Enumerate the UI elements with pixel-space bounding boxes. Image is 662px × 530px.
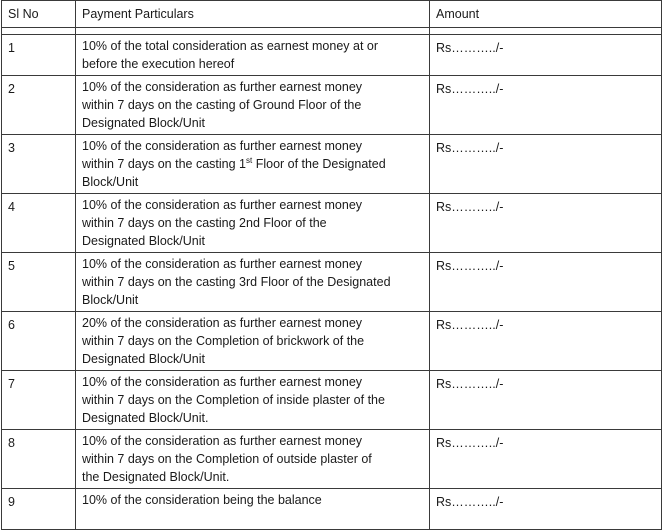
particulars-line: the Designated Block/Unit. bbox=[82, 470, 230, 484]
particulars-line: Block/Unit bbox=[82, 293, 139, 307]
sl-number: 5 bbox=[2, 253, 76, 312]
particulars-line: before the execution hereof bbox=[82, 57, 235, 71]
amount-cell: Rs………../- bbox=[430, 35, 662, 76]
header-sl-no: Sl No bbox=[2, 1, 76, 28]
particulars-line: 10% of the consideration as further earnest money bbox=[82, 434, 363, 448]
particulars-line: 20% of the consideration as further earnest money bbox=[82, 316, 363, 330]
table-row bbox=[2, 35, 662, 76]
particulars-cell bbox=[76, 135, 430, 194]
particulars-line: 10% of the consideration as further earnest money bbox=[82, 139, 363, 153]
particulars-line: 10% of the consideration as further earnest money bbox=[82, 375, 363, 389]
particulars-line: within 7 days on the Completion of outside plaster of bbox=[82, 452, 372, 466]
sl-number: 9 bbox=[2, 489, 76, 530]
payment-schedule-table bbox=[1, 0, 662, 530]
particulars-text: Floor of the Designated bbox=[252, 157, 386, 171]
particulars-cell bbox=[76, 253, 430, 312]
table-row bbox=[2, 371, 662, 430]
particulars-cell bbox=[76, 35, 430, 76]
particulars-cell bbox=[76, 194, 430, 253]
sl-number: 7 bbox=[2, 371, 76, 430]
particulars-line: 10% of the consideration as further earnest money bbox=[82, 257, 363, 271]
particulars-line: within 7 days on the casting 2nd Floor of the bbox=[82, 216, 327, 230]
particulars-line: Block/Unit bbox=[82, 175, 139, 189]
table-row bbox=[2, 135, 662, 194]
table-row bbox=[2, 194, 662, 253]
particulars-line: 10% of the total consideration as earnest money at or bbox=[82, 39, 379, 53]
particulars-line: Designated Block/Unit. bbox=[82, 411, 209, 425]
particulars-line bbox=[82, 155, 425, 173]
particulars-line: within 7 days on the Completion of brickwork of the bbox=[82, 334, 365, 348]
amount-cell: Rs………../- bbox=[430, 76, 662, 135]
amount-cell: Rs………../- bbox=[430, 135, 662, 194]
sl-number: 8 bbox=[2, 430, 76, 489]
particulars-cell bbox=[76, 76, 430, 135]
table-header-row bbox=[2, 1, 662, 28]
sl-number: 6 bbox=[2, 312, 76, 371]
amount-cell: Rs………../- bbox=[430, 430, 662, 489]
amount-cell: Rs………../- bbox=[430, 194, 662, 253]
particulars-cell bbox=[76, 312, 430, 371]
particulars-line: Designated Block/Unit bbox=[82, 352, 205, 366]
sl-number: 3 bbox=[2, 135, 76, 194]
particulars-line: 10% of the consideration being the balance bbox=[82, 493, 322, 507]
particulars-line: 10% of the consideration as further earnest money bbox=[82, 80, 363, 94]
particulars-line: 10% of the consideration as further earnest money bbox=[82, 198, 363, 212]
particulars-line: within 7 days on the casting 3rd Floor of the Designated bbox=[82, 275, 391, 289]
particulars-line: within 7 days on the Completion of inside plaster of the bbox=[82, 393, 385, 407]
ordinal-suffix: st bbox=[246, 155, 253, 165]
sl-number: 2 bbox=[2, 76, 76, 135]
amount-cell: Rs………../- bbox=[430, 489, 662, 530]
particulars-text: within 7 days on the casting 1 bbox=[82, 157, 246, 171]
sl-number: 1 bbox=[2, 35, 76, 76]
table-row bbox=[2, 76, 662, 135]
particulars-line: Designated Block/Unit bbox=[82, 116, 205, 130]
table-row bbox=[2, 312, 662, 371]
header-payment-particulars: Payment Particulars bbox=[76, 1, 430, 28]
table-row bbox=[2, 253, 662, 312]
particulars-cell bbox=[76, 489, 430, 530]
particulars-line bbox=[82, 509, 425, 527]
amount-cell: Rs………../- bbox=[430, 312, 662, 371]
header-amount: Amount bbox=[430, 1, 662, 28]
particulars-line: Designated Block/Unit bbox=[82, 234, 205, 248]
particulars-cell bbox=[76, 371, 430, 430]
particulars-line: within 7 days on the casting of Ground Floor of the bbox=[82, 98, 362, 112]
sl-number: 4 bbox=[2, 194, 76, 253]
particulars-cell bbox=[76, 430, 430, 489]
table-row bbox=[2, 430, 662, 489]
amount-cell: Rs………../- bbox=[430, 371, 662, 430]
table-row bbox=[2, 489, 662, 530]
amount-cell: Rs………../- bbox=[430, 253, 662, 312]
